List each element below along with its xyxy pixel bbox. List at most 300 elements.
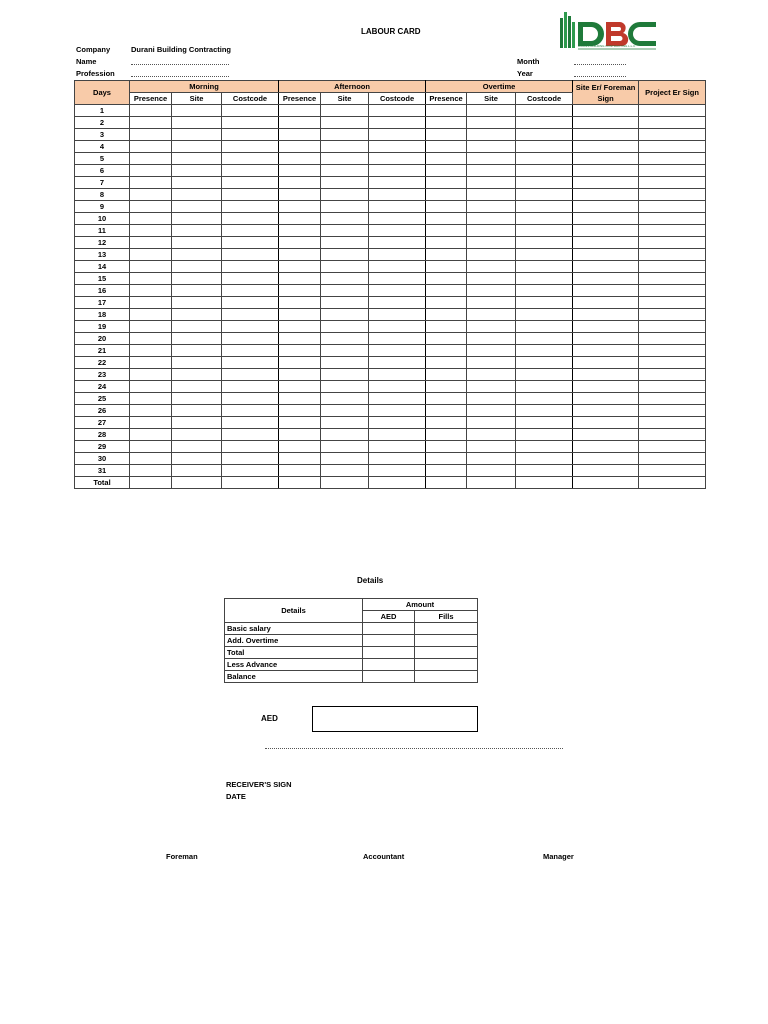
afternoon-site-cell[interactable] [321,465,369,477]
morning-site-cell[interactable] [172,357,222,369]
project-er-sign-cell[interactable] [639,177,706,189]
overtime-presence-cell[interactable] [426,297,467,309]
project-er-sign-cell[interactable] [639,285,706,297]
overtime-costcode-cell[interactable] [516,429,573,441]
site-er-sign-cell[interactable] [573,153,639,165]
project-er-sign-cell[interactable] [639,165,706,177]
afternoon-costcode-cell[interactable] [369,393,426,405]
overtime-site-cell[interactable] [467,297,516,309]
overtime-costcode-cell[interactable] [516,165,573,177]
project-er-sign-cell[interactable] [639,201,706,213]
morning-site-cell[interactable] [172,285,222,297]
site-er-sign-cell[interactable] [573,201,639,213]
afternoon-costcode-cell[interactable] [369,309,426,321]
project-er-sign-cell[interactable] [639,213,706,225]
overtime-site-cell[interactable] [467,417,516,429]
overtime-presence-cell[interactable] [426,393,467,405]
afternoon-site-cell[interactable] [321,285,369,297]
morning-site-cell[interactable] [172,201,222,213]
afternoon-presence-cell[interactable] [279,249,321,261]
overtime-presence-cell[interactable] [426,465,467,477]
overtime-site-cell[interactable] [467,201,516,213]
morning-costcode-cell[interactable] [222,165,279,177]
morning-presence-cell[interactable] [130,225,172,237]
overtime-costcode-cell[interactable] [516,177,573,189]
afternoon-costcode-cell[interactable] [369,237,426,249]
morning-presence-cell[interactable] [130,177,172,189]
afternoon-costcode-cell[interactable] [369,417,426,429]
afternoon-presence-cell[interactable] [279,393,321,405]
project-er-sign-cell[interactable] [639,381,706,393]
morning-costcode-cell[interactable] [222,441,279,453]
afternoon-presence-cell[interactable] [279,213,321,225]
overtime-presence-cell[interactable] [426,141,467,153]
overtime-site-cell[interactable] [467,429,516,441]
afternoon-presence-cell[interactable] [279,333,321,345]
project-er-sign-cell[interactable] [639,117,706,129]
morning-site-cell[interactable] [172,189,222,201]
afternoon-presence-cell[interactable] [279,201,321,213]
overtime-site-cell[interactable] [467,393,516,405]
morning-presence-cell[interactable] [130,429,172,441]
afternoon-costcode-cell[interactable] [369,357,426,369]
afternoon-costcode-cell[interactable] [369,213,426,225]
aed-cell[interactable] [363,635,415,647]
morning-costcode-cell[interactable] [222,453,279,465]
morning-site-cell[interactable] [172,165,222,177]
overtime-presence-cell[interactable] [426,153,467,165]
overtime-costcode-cell[interactable] [516,465,573,477]
project-er-sign-cell[interactable] [639,441,706,453]
afternoon-costcode-cell[interactable] [369,201,426,213]
site-er-sign-cell[interactable] [573,285,639,297]
project-er-sign-cell[interactable] [639,153,706,165]
year-field[interactable] [574,76,626,77]
morning-costcode-cell[interactable] [222,153,279,165]
profession-field[interactable] [131,76,229,77]
afternoon-presence-cell[interactable] [279,405,321,417]
afternoon-site-cell[interactable] [321,129,369,141]
site-er-sign-cell[interactable] [573,189,639,201]
afternoon-presence-cell[interactable] [279,141,321,153]
afternoon-site-cell[interactable] [321,441,369,453]
afternoon-presence-cell[interactable] [279,165,321,177]
morning-presence-cell[interactable] [130,261,172,273]
project-er-sign-cell[interactable] [639,393,706,405]
morning-site-cell[interactable] [172,153,222,165]
overtime-site-cell[interactable] [467,165,516,177]
afternoon-presence-cell[interactable] [279,441,321,453]
site-er-sign-cell[interactable] [573,453,639,465]
afternoon-site-cell[interactable] [321,453,369,465]
morning-presence-cell[interactable] [130,417,172,429]
morning-costcode-cell[interactable] [222,141,279,153]
overtime-costcode-cell[interactable] [516,357,573,369]
morning-site-cell[interactable] [172,261,222,273]
morning-site-cell[interactable] [172,381,222,393]
site-er-sign-cell[interactable] [573,105,639,117]
morning-site-cell[interactable] [172,417,222,429]
overtime-site-cell[interactable] [467,105,516,117]
site-er-sign-cell[interactable] [573,129,639,141]
overtime-presence-cell[interactable] [426,429,467,441]
afternoon-costcode-cell[interactable] [369,153,426,165]
overtime-costcode-cell[interactable] [516,129,573,141]
morning-costcode-cell[interactable] [222,369,279,381]
overtime-presence-cell[interactable] [426,285,467,297]
site-er-sign-cell[interactable] [573,321,639,333]
site-er-sign-cell[interactable] [573,225,639,237]
afternoon-site-cell[interactable] [321,357,369,369]
morning-costcode-cell[interactable] [222,213,279,225]
month-field[interactable] [574,64,626,65]
morning-site-cell[interactable] [172,369,222,381]
project-er-sign-cell[interactable] [639,261,706,273]
morning-presence-cell[interactable] [130,381,172,393]
overtime-site-cell[interactable] [467,117,516,129]
morning-site-cell[interactable] [172,249,222,261]
afternoon-site-cell[interactable] [321,141,369,153]
morning-costcode-cell[interactable] [222,381,279,393]
afternoon-costcode-cell[interactable] [369,189,426,201]
afternoon-site-cell[interactable] [321,477,369,489]
site-er-sign-cell[interactable] [573,261,639,273]
morning-site-cell[interactable] [172,297,222,309]
morning-costcode-cell[interactable] [222,309,279,321]
overtime-site-cell[interactable] [467,285,516,297]
afternoon-costcode-cell[interactable] [369,225,426,237]
morning-costcode-cell[interactable] [222,105,279,117]
project-er-sign-cell[interactable] [639,141,706,153]
morning-presence-cell[interactable] [130,249,172,261]
site-er-sign-cell[interactable] [573,333,639,345]
afternoon-presence-cell[interactable] [279,417,321,429]
afternoon-presence-cell[interactable] [279,453,321,465]
project-er-sign-cell[interactable] [639,129,706,141]
site-er-sign-cell[interactable] [573,477,639,489]
afternoon-site-cell[interactable] [321,249,369,261]
morning-costcode-cell[interactable] [222,477,279,489]
overtime-presence-cell[interactable] [426,309,467,321]
project-er-sign-cell[interactable] [639,237,706,249]
afternoon-costcode-cell[interactable] [369,117,426,129]
overtime-site-cell[interactable] [467,153,516,165]
overtime-site-cell[interactable] [467,465,516,477]
site-er-sign-cell[interactable] [573,165,639,177]
afternoon-site-cell[interactable] [321,369,369,381]
morning-costcode-cell[interactable] [222,393,279,405]
morning-site-cell[interactable] [172,405,222,417]
afternoon-costcode-cell[interactable] [369,345,426,357]
site-er-sign-cell[interactable] [573,405,639,417]
site-er-sign-cell[interactable] [573,249,639,261]
afternoon-site-cell[interactable] [321,345,369,357]
afternoon-presence-cell[interactable] [279,369,321,381]
morning-presence-cell[interactable] [130,453,172,465]
morning-presence-cell[interactable] [130,393,172,405]
morning-presence-cell[interactable] [130,321,172,333]
morning-site-cell[interactable] [172,237,222,249]
overtime-costcode-cell[interactable] [516,141,573,153]
afternoon-presence-cell[interactable] [279,321,321,333]
afternoon-site-cell[interactable] [321,405,369,417]
project-er-sign-cell[interactable] [639,105,706,117]
afternoon-presence-cell[interactable] [279,237,321,249]
overtime-costcode-cell[interactable] [516,453,573,465]
project-er-sign-cell[interactable] [639,273,706,285]
overtime-site-cell[interactable] [467,249,516,261]
overtime-costcode-cell[interactable] [516,405,573,417]
overtime-costcode-cell[interactable] [516,297,573,309]
afternoon-presence-cell[interactable] [279,273,321,285]
afternoon-costcode-cell[interactable] [369,333,426,345]
overtime-costcode-cell[interactable] [516,213,573,225]
overtime-site-cell[interactable] [467,357,516,369]
overtime-presence-cell[interactable] [426,273,467,285]
site-er-sign-cell[interactable] [573,393,639,405]
morning-costcode-cell[interactable] [222,429,279,441]
morning-presence-cell[interactable] [130,201,172,213]
afternoon-site-cell[interactable] [321,201,369,213]
afternoon-costcode-cell[interactable] [369,105,426,117]
morning-site-cell[interactable] [172,333,222,345]
morning-presence-cell[interactable] [130,105,172,117]
afternoon-presence-cell[interactable] [279,285,321,297]
afternoon-site-cell[interactable] [321,189,369,201]
overtime-site-cell[interactable] [467,405,516,417]
morning-site-cell[interactable] [172,105,222,117]
afternoon-costcode-cell[interactable] [369,129,426,141]
afternoon-costcode-cell[interactable] [369,165,426,177]
morning-presence-cell[interactable] [130,441,172,453]
morning-site-cell[interactable] [172,273,222,285]
morning-presence-cell[interactable] [130,141,172,153]
fills-cell[interactable] [415,635,478,647]
overtime-presence-cell[interactable] [426,333,467,345]
project-er-sign-cell[interactable] [639,345,706,357]
site-er-sign-cell[interactable] [573,345,639,357]
overtime-costcode-cell[interactable] [516,117,573,129]
overtime-presence-cell[interactable] [426,225,467,237]
afternoon-costcode-cell[interactable] [369,429,426,441]
morning-costcode-cell[interactable] [222,129,279,141]
afternoon-presence-cell[interactable] [279,381,321,393]
site-er-sign-cell[interactable] [573,429,639,441]
overtime-costcode-cell[interactable] [516,225,573,237]
morning-presence-cell[interactable] [130,465,172,477]
overtime-costcode-cell[interactable] [516,273,573,285]
project-er-sign-cell[interactable] [639,417,706,429]
fills-cell[interactable] [415,647,478,659]
afternoon-costcode-cell[interactable] [369,285,426,297]
project-er-sign-cell[interactable] [639,405,706,417]
afternoon-presence-cell[interactable] [279,465,321,477]
overtime-presence-cell[interactable] [426,453,467,465]
morning-costcode-cell[interactable] [222,177,279,189]
overtime-site-cell[interactable] [467,213,516,225]
site-er-sign-cell[interactable] [573,441,639,453]
morning-costcode-cell[interactable] [222,333,279,345]
morning-costcode-cell[interactable] [222,225,279,237]
morning-presence-cell[interactable] [130,309,172,321]
project-er-sign-cell[interactable] [639,189,706,201]
morning-site-cell[interactable] [172,465,222,477]
afternoon-site-cell[interactable] [321,417,369,429]
morning-site-cell[interactable] [172,129,222,141]
morning-costcode-cell[interactable] [222,237,279,249]
overtime-site-cell[interactable] [467,309,516,321]
overtime-site-cell[interactable] [467,321,516,333]
afternoon-presence-cell[interactable] [279,153,321,165]
amount-in-words-line[interactable] [265,748,563,749]
morning-costcode-cell[interactable] [222,201,279,213]
overtime-costcode-cell[interactable] [516,369,573,381]
overtime-presence-cell[interactable] [426,105,467,117]
overtime-costcode-cell[interactable] [516,201,573,213]
morning-site-cell[interactable] [172,393,222,405]
afternoon-presence-cell[interactable] [279,105,321,117]
afternoon-site-cell[interactable] [321,321,369,333]
afternoon-presence-cell[interactable] [279,297,321,309]
overtime-presence-cell[interactable] [426,189,467,201]
project-er-sign-cell[interactable] [639,309,706,321]
morning-site-cell[interactable] [172,477,222,489]
overtime-costcode-cell[interactable] [516,417,573,429]
afternoon-site-cell[interactable] [321,429,369,441]
afternoon-presence-cell[interactable] [279,309,321,321]
aed-cell[interactable] [363,671,415,683]
afternoon-costcode-cell[interactable] [369,273,426,285]
overtime-site-cell[interactable] [467,477,516,489]
morning-site-cell[interactable] [172,453,222,465]
afternoon-costcode-cell[interactable] [369,141,426,153]
morning-costcode-cell[interactable] [222,465,279,477]
overtime-costcode-cell[interactable] [516,321,573,333]
overtime-costcode-cell[interactable] [516,477,573,489]
project-er-sign-cell[interactable] [639,249,706,261]
afternoon-site-cell[interactable] [321,381,369,393]
overtime-costcode-cell[interactable] [516,237,573,249]
afternoon-site-cell[interactable] [321,297,369,309]
overtime-presence-cell[interactable] [426,201,467,213]
overtime-site-cell[interactable] [467,237,516,249]
morning-presence-cell[interactable] [130,405,172,417]
overtime-site-cell[interactable] [467,453,516,465]
overtime-costcode-cell[interactable] [516,105,573,117]
afternoon-presence-cell[interactable] [279,477,321,489]
afternoon-costcode-cell[interactable] [369,453,426,465]
afternoon-costcode-cell[interactable] [369,297,426,309]
overtime-presence-cell[interactable] [426,129,467,141]
overtime-presence-cell[interactable] [426,369,467,381]
overtime-site-cell[interactable] [467,177,516,189]
morning-presence-cell[interactable] [130,285,172,297]
project-er-sign-cell[interactable] [639,333,706,345]
overtime-site-cell[interactable] [467,189,516,201]
morning-presence-cell[interactable] [130,369,172,381]
project-er-sign-cell[interactable] [639,321,706,333]
afternoon-presence-cell[interactable] [279,357,321,369]
overtime-presence-cell[interactable] [426,117,467,129]
fills-cell[interactable] [415,671,478,683]
project-er-sign-cell[interactable] [639,357,706,369]
project-er-sign-cell[interactable] [639,429,706,441]
overtime-presence-cell[interactable] [426,441,467,453]
afternoon-costcode-cell[interactable] [369,177,426,189]
overtime-costcode-cell[interactable] [516,189,573,201]
overtime-site-cell[interactable] [467,273,516,285]
morning-costcode-cell[interactable] [222,357,279,369]
site-er-sign-cell[interactable] [573,117,639,129]
afternoon-presence-cell[interactable] [279,261,321,273]
site-er-sign-cell[interactable] [573,141,639,153]
site-er-sign-cell[interactable] [573,369,639,381]
afternoon-presence-cell[interactable] [279,177,321,189]
morning-costcode-cell[interactable] [222,345,279,357]
morning-costcode-cell[interactable] [222,261,279,273]
overtime-site-cell[interactable] [467,225,516,237]
morning-presence-cell[interactable] [130,213,172,225]
morning-presence-cell[interactable] [130,333,172,345]
overtime-site-cell[interactable] [467,129,516,141]
afternoon-presence-cell[interactable] [279,129,321,141]
overtime-presence-cell[interactable] [426,417,467,429]
afternoon-site-cell[interactable] [321,261,369,273]
morning-presence-cell[interactable] [130,129,172,141]
afternoon-costcode-cell[interactable] [369,405,426,417]
project-er-sign-cell[interactable] [639,369,706,381]
overtime-costcode-cell[interactable] [516,249,573,261]
morning-presence-cell[interactable] [130,273,172,285]
project-er-sign-cell[interactable] [639,477,706,489]
morning-presence-cell[interactable] [130,189,172,201]
morning-costcode-cell[interactable] [222,249,279,261]
morning-site-cell[interactable] [172,429,222,441]
morning-costcode-cell[interactable] [222,405,279,417]
overtime-site-cell[interactable] [467,141,516,153]
afternoon-presence-cell[interactable] [279,345,321,357]
overtime-site-cell[interactable] [467,333,516,345]
overtime-presence-cell[interactable] [426,249,467,261]
aed-cell[interactable] [363,647,415,659]
afternoon-site-cell[interactable] [321,237,369,249]
overtime-presence-cell[interactable] [426,165,467,177]
overtime-costcode-cell[interactable] [516,153,573,165]
aed-cell[interactable] [363,659,415,671]
overtime-presence-cell[interactable] [426,321,467,333]
morning-presence-cell[interactable] [130,297,172,309]
morning-site-cell[interactable] [172,117,222,129]
afternoon-costcode-cell[interactable] [369,381,426,393]
morning-costcode-cell[interactable] [222,285,279,297]
overtime-costcode-cell[interactable] [516,261,573,273]
afternoon-site-cell[interactable] [321,273,369,285]
morning-presence-cell[interactable] [130,345,172,357]
afternoon-presence-cell[interactable] [279,189,321,201]
morning-presence-cell[interactable] [130,165,172,177]
morning-presence-cell[interactable] [130,237,172,249]
morning-site-cell[interactable] [172,225,222,237]
site-er-sign-cell[interactable] [573,177,639,189]
overtime-costcode-cell[interactable] [516,333,573,345]
overtime-presence-cell[interactable] [426,405,467,417]
fills-cell[interactable] [415,623,478,635]
morning-costcode-cell[interactable] [222,117,279,129]
project-er-sign-cell[interactable] [639,297,706,309]
afternoon-costcode-cell[interactable] [369,477,426,489]
morning-site-cell[interactable] [172,177,222,189]
afternoon-site-cell[interactable] [321,225,369,237]
